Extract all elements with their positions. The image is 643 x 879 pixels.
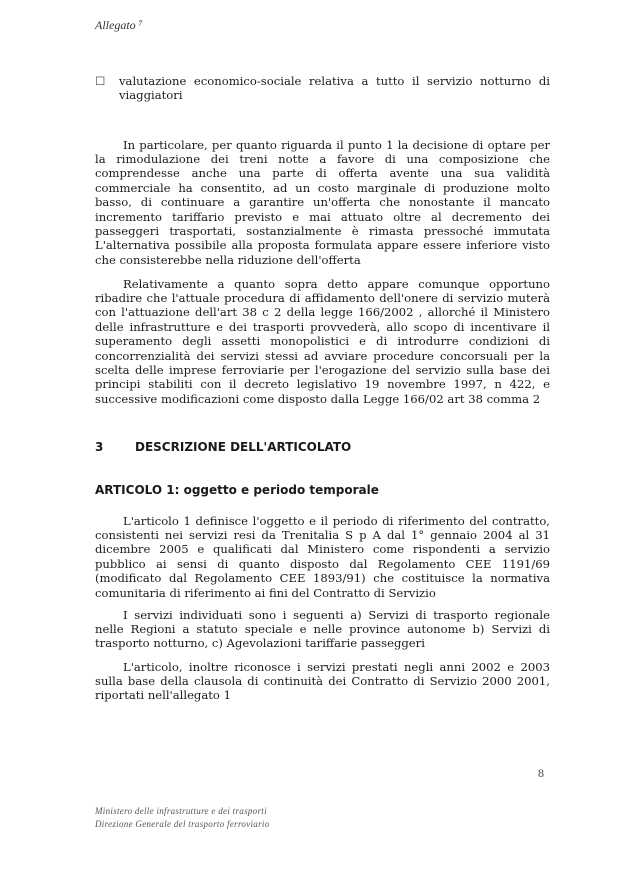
paragraph-4: I servizi individuati sono i seguenti a) Servizi di trasporto regionale nelle Regioni a statuto speciale e nelle province autonome b) Servizi di trasporto notturno, c) Agevolazioni tariffarie passeggeri xyxy=(95,607,550,651)
section-number: 3 xyxy=(95,440,104,454)
paragraph-3: L'articolo 1 definisce l'oggetto e il periodo di riferimento del contratto, consistenti nei servizi resi da Trenitalia S p A dal 1° gennaio 2004 al 31 dicembre 2005 e qualificati dal Ministero come rispondenti a servizio pubblico ai sensi di quanto disposto dal Regolamento CEE 1191/69 (modificato dal Regolamento CEE 1893/91) che costituisce la normativa comunitaria di riferimento ai fini del Contratto di Servizio xyxy=(95,513,550,600)
page-number: 8 xyxy=(538,766,544,780)
footer-directorate: Direzione Generale del trasporto ferroviario xyxy=(95,819,270,829)
checkbox-bullet-icon: ☐ xyxy=(95,74,106,88)
bullet-text: valutazione economico-sociale relativa a tutto il servizio notturno di viaggiatori xyxy=(119,74,550,103)
section-title: DESCRIZIONE DELL'ARTICOLATO xyxy=(135,440,352,454)
bullet-item xyxy=(95,74,550,103)
attachment-label: Allegato ⁷ xyxy=(95,18,143,32)
paragraph-2: Relativamente a quanto sopra detto appare comunque opportuno ribadire che l'attuale procedura di affidamento dell'onere di servizio muterà con l'attuazione dell'art 38 c 2 della legge 166/2002 , allorché il Ministero delle infrastrutture e dei trasporti provvederà, allo scopo di incentivare il superamento degli assetti monopolistici e di introdurre condizioni di concorrenzialità dei servizi stessi ad avviare procedure concorsuali per la scelta delle imprese ferroviarie per l'erogazione del servizio sulla base dei principi stabiliti con il decreto legislativo 19 novembre 1997, n 422, e successive modificazioni come disposto dalla Legge 166/02 art 38 comma 2 xyxy=(95,276,550,406)
paragraph-1: In particolare, per quanto riguarda il punto 1 la decisione di optare per la rimodulazione dei treni notte a favore di una composizione che comprendesse anche una parte di offerta avente una sua validità commerciale ha consentito, ad un costo marginale di produzione molto basso, di continuare a garantire un'offerta che nonostante il mancato incremento tariffario previsto e mai attuato oltre al decremento dei passeggeri trasportati, sostanzialmente è rimasta pressoché immutata L'alternativa possibile alla proposta formulata appare essere inferiore visto che consisterebbe nella riduzione dell'offerta xyxy=(95,137,550,267)
footer-ministry: Ministero delle infrastrutture e dei trasporti xyxy=(95,806,267,816)
article-heading: ARTICOLO 1: oggetto e periodo temporale xyxy=(95,483,379,497)
paragraph-5: L'articolo, inoltre riconosce i servizi prestati negli anni 2002 e 2003 sulla base della clausola di continuità dei Contratto di Servizio 2000 2001, riportati nell'allegato 1 xyxy=(95,659,550,703)
section-heading xyxy=(95,440,550,454)
